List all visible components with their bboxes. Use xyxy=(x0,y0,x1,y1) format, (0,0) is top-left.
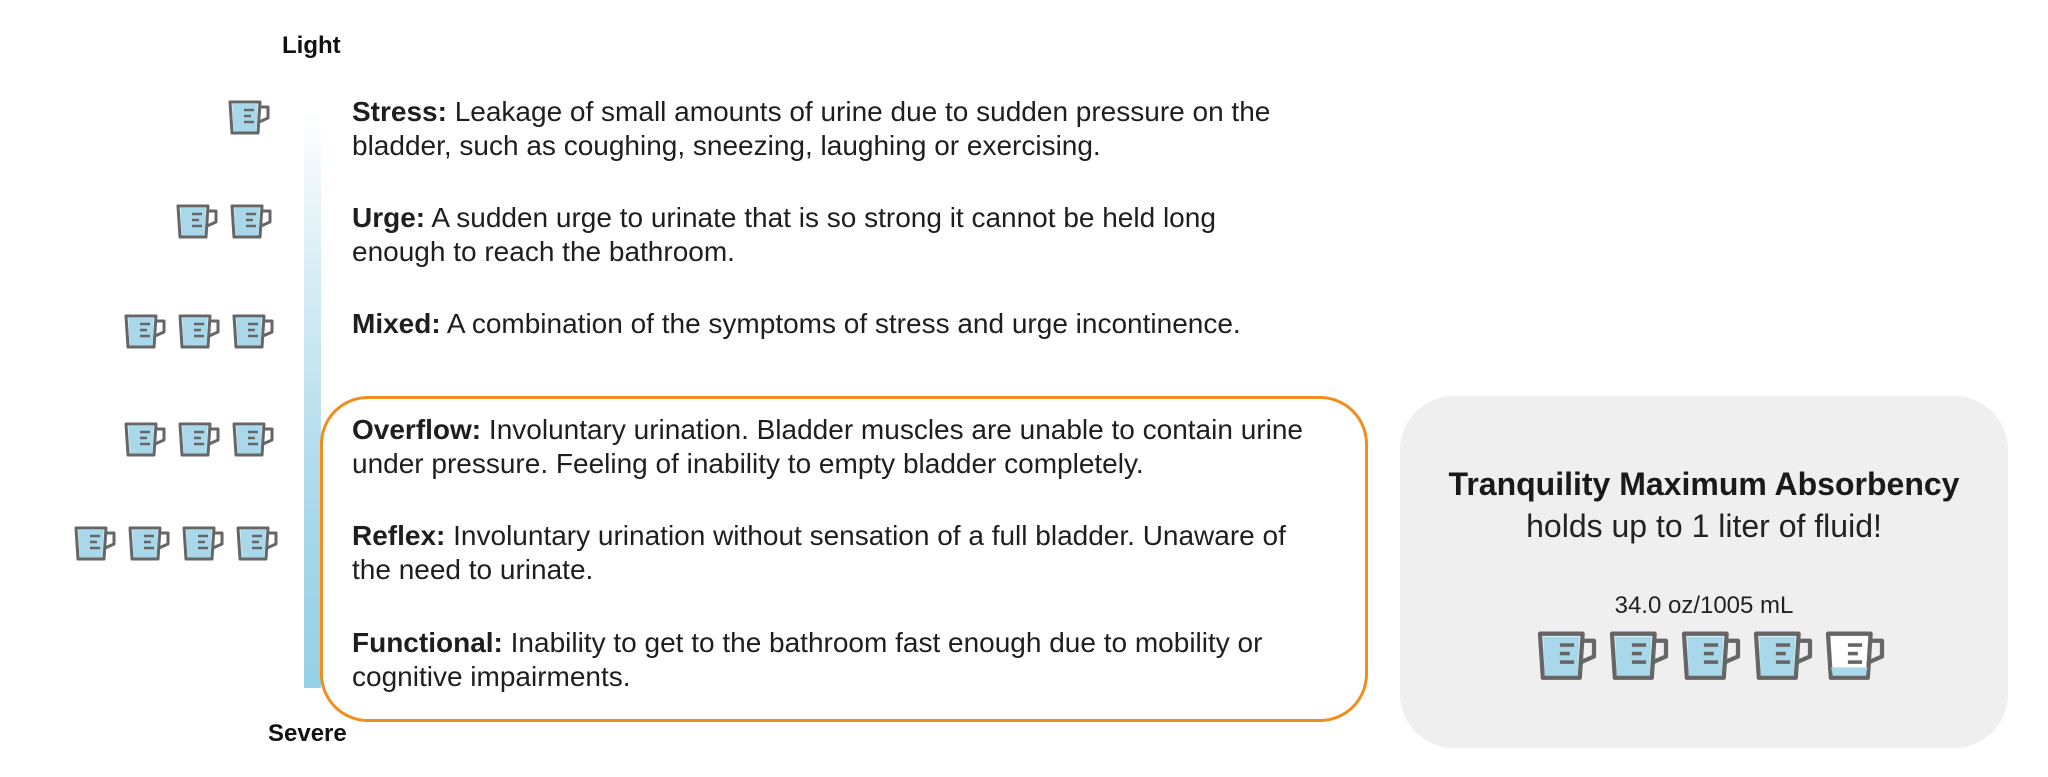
promo-subtitle: holds up to 1 liter of fluid! xyxy=(1526,508,1882,544)
promo-title: Tranquility Maximum Absorbency xyxy=(1448,466,1960,502)
measuring-cup-icon xyxy=(180,524,226,562)
promo-cup-icons xyxy=(1534,628,1888,682)
measuring-cup-icon xyxy=(1822,628,1888,682)
reflex-cup-icons xyxy=(72,524,280,564)
type-name: Functional: xyxy=(352,627,503,658)
measuring-cup-icon xyxy=(72,524,118,562)
stress-cup-icons xyxy=(226,98,272,138)
type-description: A sudden urge to urinate that is so strong it cannot be held long enough to reach the bathroom. xyxy=(352,202,1216,267)
measuring-cup-icon xyxy=(176,420,222,458)
promo-panel xyxy=(1400,396,2008,748)
measuring-cup-icon xyxy=(230,312,276,350)
measuring-cup-icon xyxy=(228,202,274,240)
type-name: Overflow: xyxy=(352,414,482,445)
overflow-cup-icons xyxy=(122,420,276,460)
mixed-cup-icons xyxy=(122,312,276,352)
measuring-cup-icon xyxy=(176,312,222,350)
type-name: Urge: xyxy=(352,202,426,233)
type-name: Mixed: xyxy=(352,308,441,339)
measuring-cup-icon xyxy=(174,202,220,240)
promo-measure: 34.0 oz/1005 mL xyxy=(1614,592,1794,619)
measuring-cup-icon xyxy=(1678,628,1744,682)
measuring-cup-icon xyxy=(122,420,168,458)
highlight-box xyxy=(320,396,1368,722)
type-description: A combination of the symptoms of stress and urge incontinence. xyxy=(440,308,1241,339)
scale-label-severe: Severe xyxy=(268,720,347,747)
measuring-cup-icon xyxy=(230,420,276,458)
type-description: Inability to get to the bathroom fast enough due to mobility or cognitive impairments. xyxy=(352,627,1263,692)
measuring-cup-icon xyxy=(234,524,280,562)
type-mixed xyxy=(352,307,1312,341)
type-urge xyxy=(352,201,1312,269)
urge-cup-icons xyxy=(174,202,274,242)
measuring-cup-icon xyxy=(226,98,272,136)
scale-label-light: Light xyxy=(282,32,341,59)
measuring-cup-icon xyxy=(126,524,172,562)
type-description: Involuntary urination without sensation of a full bladder. Unaware of the need to urinate. xyxy=(352,520,1286,585)
measuring-cup-icon xyxy=(122,312,168,350)
type-stress xyxy=(352,95,1312,163)
type-name: Reflex: xyxy=(352,520,446,551)
severity-gradient-bar xyxy=(304,110,321,688)
type-description: Involuntary urination. Bladder muscles are unable to contain urine under pressure. Feeling of inability to empty bladder completely. xyxy=(352,414,1303,479)
measuring-cup-icon xyxy=(1750,628,1816,682)
measuring-cup-icon xyxy=(1606,628,1672,682)
measuring-cup-icon xyxy=(1534,628,1600,682)
type-name: Stress: xyxy=(352,96,447,127)
type-description: Leakage of small amounts of urine due to sudden pressure on the bladder, such as coughing, sneezing, laughing or exercising. xyxy=(352,96,1271,161)
